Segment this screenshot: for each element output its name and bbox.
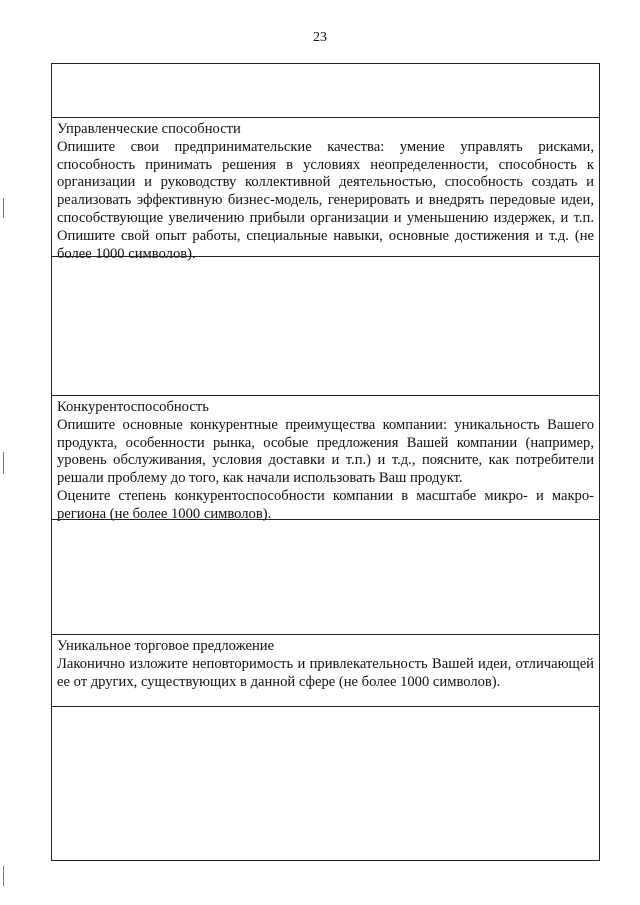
form-table (51, 63, 600, 861)
section-title-management-skills: Управленческие способности (57, 121, 241, 137)
answer-cell-unique-selling-proposition[interactable] (52, 706, 599, 860)
section-unique-selling-proposition (52, 634, 599, 706)
section-competitiveness (52, 395, 599, 522)
section-management-skills (52, 117, 599, 262)
section-description-competitiveness-2: Оцените степень конкурентоспособности компании в масштабе микро- и макро-региона (не более 1000 символов). (57, 487, 594, 522)
answer-cell-management-skills[interactable] (52, 256, 599, 395)
scan-edge-mark (3, 866, 4, 886)
page-number: 23 (313, 30, 327, 45)
section-description-management-skills: Опишите свои предпринимательские качества: умение управлять рисками, способность принимать решения в условиях неопределенности, способность к организации и руководству коллективной деятельностью, способность создать и реализовать эффективную бизнес-модель, генерировать и внедрять передовые идеи, способствующие увеличению прибыли организации и уменьшению издержек, и т.п. Опишите свой опыт работы, специальные навыки, основные достижения и т.д. (не более 1000 символов). (57, 138, 594, 262)
answer-cell-previous[interactable] (52, 64, 599, 117)
section-title-unique-selling-proposition: Уникальное торговое предложение (57, 638, 275, 654)
section-title-competitiveness: Конкурентоспособность (57, 399, 209, 415)
section-description-competitiveness: Опишите основные конкурентные преимущества компании: уникальность Вашего продукта, особенности рынка, особые предложения Вашей компании (например, уровень обслуживания, условия доставки и т.п.) и т.д., поясните, как потребители решали проблему до того, как начали использовать Ваш продукт. (57, 416, 594, 487)
scan-edge-mark (3, 452, 4, 474)
scan-edge-mark (3, 198, 4, 218)
answer-cell-competitiveness[interactable] (52, 519, 599, 634)
section-description-unique-selling-proposition: Лаконично изложите неповторимость и привлекательность Вашей идеи, отличающей ее от других, существующих в данной сфере (не более 1000 символов). (57, 655, 594, 690)
